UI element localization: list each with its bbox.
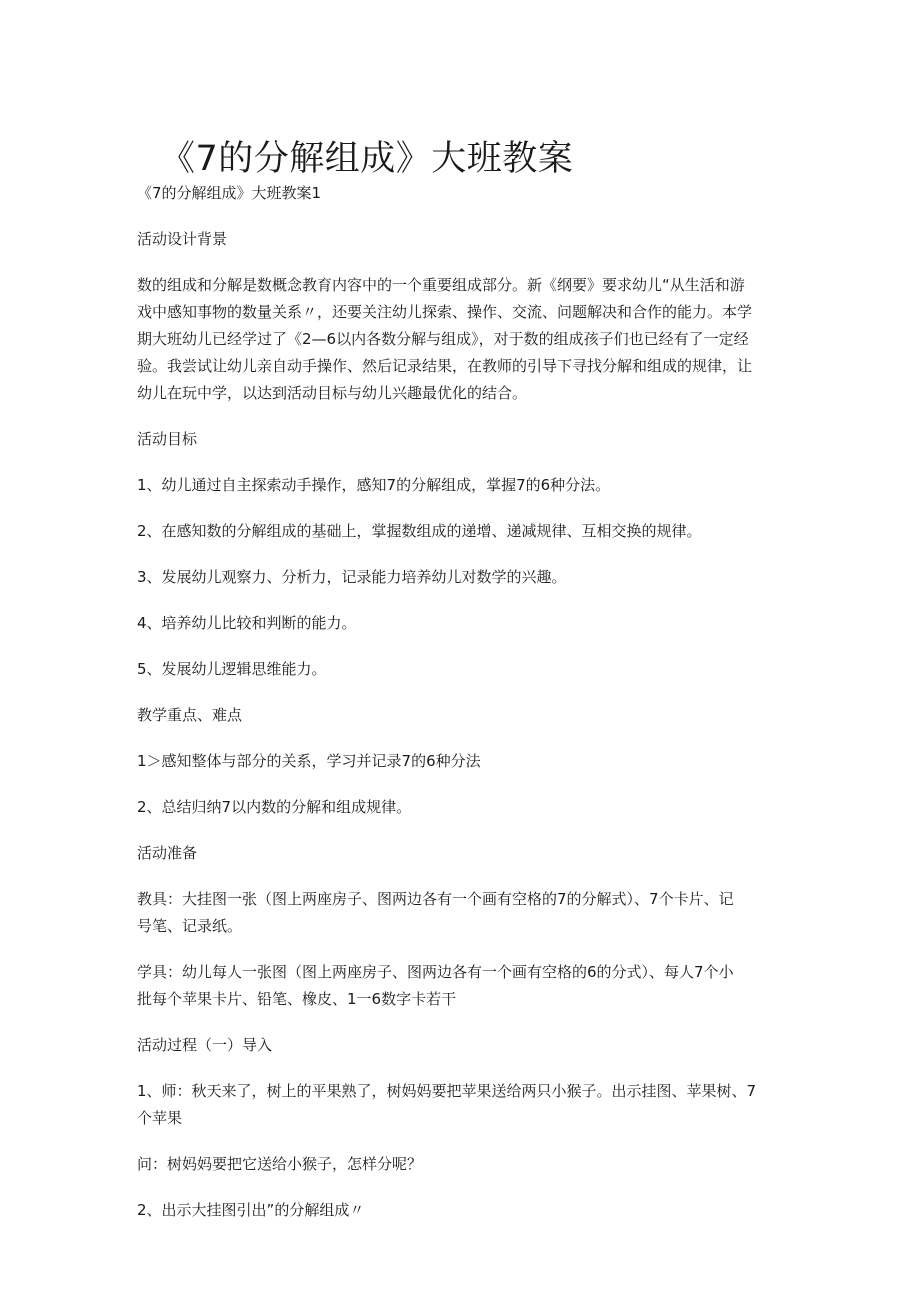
goal-item: 1、幼儿通过自主探索动手操作，感知7的分解组成，掌握7的6种分法。	[137, 476, 611, 494]
teacher-tools-line: 号笔、记录纸。	[137, 917, 243, 935]
background-line: 期大班幼儿已经学过了《2—6以内各数分解与组成》，对于数的组成孩子们也已经有了一定经	[137, 330, 749, 348]
process-step-2: 2、出示大挂图引出”的分解组成〃	[137, 1201, 365, 1219]
process-step-1	[137, 1078, 782, 1132]
process-heading: 活动过程（一）导入	[137, 1036, 273, 1054]
key-point-item: 2、总结归纳7以内数的分解和组成规律。	[137, 798, 412, 816]
goals-heading: 活动目标	[137, 430, 198, 448]
background-line: 数的组成和分解是数概念教育内容中的一个重要组成部分。新《纲要》要求幼儿“从生活和游	[137, 276, 745, 294]
student-tools-paragraph	[137, 959, 782, 1013]
background-heading: 活动设计背景	[137, 230, 228, 248]
student-tools-line: 学具：幼儿每人一张图（图上两座房子、图两边各有一个画有空格的6的分式）、每人7个小	[137, 963, 734, 981]
goal-item: 3、发展幼儿观察力、分析力，记录能力培养幼儿对数学的兴趣。	[137, 568, 567, 586]
background-paragraph	[137, 272, 782, 407]
process-step-line: 个苹果	[137, 1109, 183, 1127]
preparation-heading: 活动准备	[137, 844, 198, 862]
document-body	[137, 180, 782, 1224]
teacher-tools-line: 教具：大挂图一张（图上两座房子、图两边各有一个画有空格的7的分解式）、7个卡片、记	[137, 890, 734, 908]
process-step-line: 1、师：秋天来了，树上的平果熟了，树妈妈要把苹果送给两只小猴子。出示挂图、苹果树、7	[137, 1082, 757, 1100]
teacher-tools-paragraph	[137, 886, 782, 940]
goal-item: 5、发展幼儿逻辑思维能力。	[137, 660, 327, 678]
goal-item: 4、培养幼儿比较和判断的能力。	[137, 614, 357, 632]
key-points-heading: 教学重点、难点	[137, 706, 243, 724]
background-line: 验。我尝试让幼儿亲自动手操作、然后记录结果，在教师的引导下寻找分解和组成的规律，让	[137, 357, 753, 375]
background-line: 戏中感知事物的数量关系〃，还要关注幼儿探索、操作、交流、问题解决和合作的能力。本学	[137, 303, 753, 321]
background-line: 幼儿在玩中学，以达到活动目标与幼儿兴趣最优化的结合。	[137, 384, 528, 402]
document-subtitle: 《7的分解组成》大班教案1	[137, 184, 322, 202]
student-tools-line: 批每个苹果卡片、铅笔、橡皮、1一6数字卡若干	[137, 990, 457, 1008]
document-title: 《7的分解组成》大班教案	[160, 139, 574, 180]
key-point-item: 1＞感知整体与部分的关系，学习并记录7的6种分法	[137, 752, 481, 770]
goal-item: 2、在感知数的分解组成的基础上，掌握数组成的递增、递减规律、互相交换的规律。	[137, 522, 702, 540]
process-question: 问：树妈妈要把它送给小猴子，怎样分呢？	[137, 1155, 423, 1173]
